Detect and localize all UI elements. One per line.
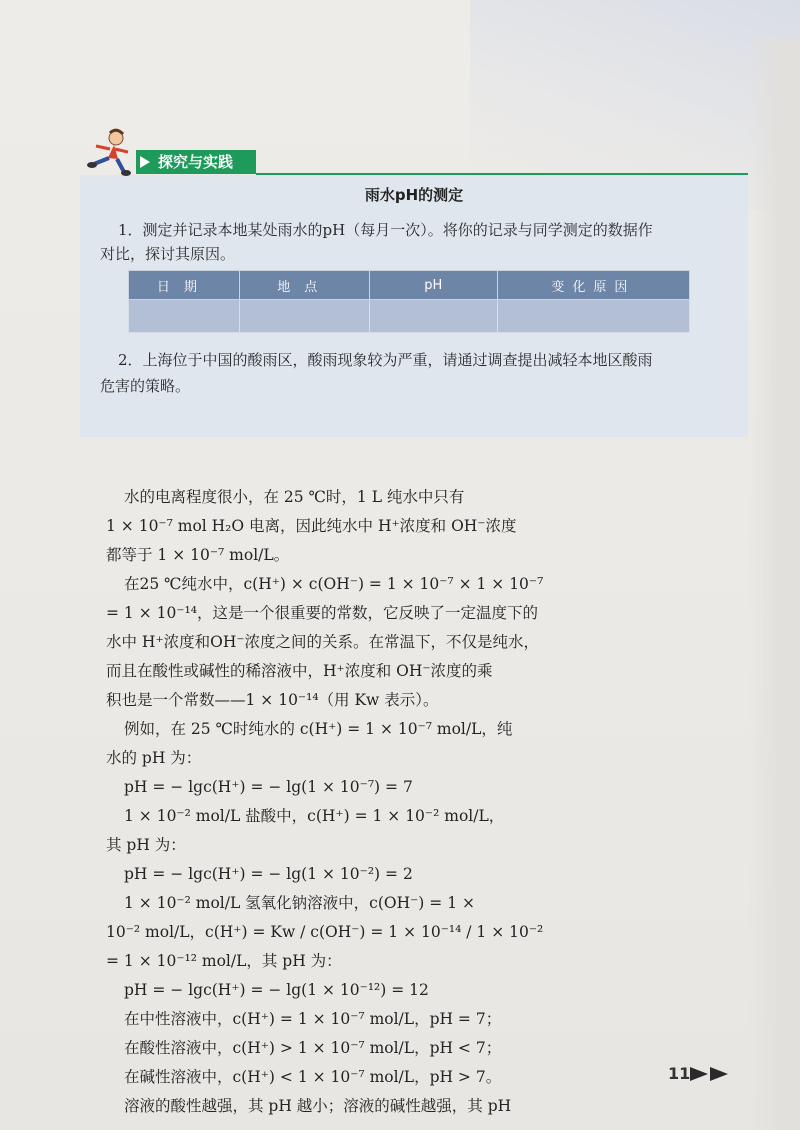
- equation-line: pH = − lgc(H⁺) = − lg(1 × 10⁻¹²) = 12: [124, 981, 429, 999]
- table-row: [129, 300, 690, 333]
- text-line: 10⁻² mol/L，c(H⁺) = Kw / c(OH⁻) = 1 × 10⁻¹⁴ / 1 × 10⁻²: [106, 923, 544, 941]
- text-line: 在碱性溶液中，c(H⁺) < 1 × 10⁻⁷ mol/L，pH > 7。: [124, 1068, 502, 1086]
- item1-line2: 对比，探讨其原因。: [100, 245, 236, 263]
- text-line: 积也是一个常数——1 × 10⁻¹⁴（用 Kw 表示）。: [106, 691, 439, 709]
- equation-line: pH = − lgc(H⁺) = − lg(1 × 10⁻⁷) = 7: [124, 778, 413, 796]
- item1-line1: 1．测定并记录本地某处雨水的pH（每月一次）。将你的记录与同学测定的数据作: [118, 221, 653, 239]
- text-line: 在25 ℃纯水中，c(H⁺) × c(OH⁻) = 1 × 10⁻⁷ × 1 × 10⁻⁷: [124, 575, 544, 593]
- table-cell: [129, 300, 240, 333]
- page-edge-shadow: [748, 40, 800, 1130]
- activity-title: 雨水pH的测定: [364, 186, 464, 204]
- column-date: 日期: [129, 271, 240, 300]
- column-location: 地点: [239, 271, 369, 300]
- text-line: 溶液的酸性越强，其 pH 越小；溶液的碱性越强，其 pH: [124, 1097, 512, 1115]
- item2-line1: 2．上海位于中国的酸雨区，酸雨现象较为严重，请通过调查提出减轻本地区酸雨: [118, 351, 653, 369]
- text-line: 水的 pH 为：: [106, 749, 202, 767]
- table-cell: [497, 300, 689, 333]
- next-arrows-icon: [690, 1066, 734, 1082]
- rain-ph-table: [128, 270, 690, 333]
- text-line: 其 pH 为：: [106, 836, 186, 854]
- text-line: 而且在酸性或碱性的稀溶液中，H⁺浓度和 OH⁻浓度的乘: [106, 662, 493, 680]
- table-cell: [239, 300, 369, 333]
- text-line: 都等于 1 × 10⁻⁷ mol/L。: [106, 546, 290, 564]
- column-reason: 变化原因: [497, 271, 689, 300]
- text-line: 水中 H⁺浓度和OH⁻浓度之间的关系。在常温下，不仅是纯水，: [106, 633, 540, 651]
- page-number: 11: [668, 1064, 691, 1083]
- section-rule: [256, 173, 748, 175]
- text-line: 例如，在 25 ℃时纯水的 c(H⁺) = 1 × 10⁻⁷ mol/L，纯: [124, 720, 513, 738]
- text-line: 在中性溶液中，c(H⁺) = 1 × 10⁻⁷ mol/L，pH = 7；: [124, 1010, 502, 1028]
- text-line: 水的电离程度很小，在 25 ℃时，1 L 纯水中只有: [124, 488, 465, 506]
- section-tag: 探究与实践: [136, 150, 256, 174]
- item2-line2: 危害的策略。: [100, 377, 191, 395]
- text-line: = 1 × 10⁻¹² mol/L，其 pH 为：: [106, 952, 342, 970]
- main-text: [106, 483, 626, 1121]
- text-line: 1 × 10⁻² mol/L 氢氧化钠溶液中，c(OH⁻) = 1 ×: [124, 894, 475, 912]
- table-header-row: [129, 271, 690, 300]
- equation-line: pH = − lgc(H⁺) = − lg(1 × 10⁻²) = 2: [124, 865, 413, 883]
- text-line: = 1 × 10⁻¹⁴，这是一个很重要的常数，它反映了一定温度下的: [106, 604, 538, 622]
- text-line: 在酸性溶液中，c(H⁺) > 1 × 10⁻⁷ mol/L，pH < 7；: [124, 1039, 502, 1057]
- table-cell: [369, 300, 497, 333]
- text-line: 1 × 10⁻² mol/L 盐酸中，c(H⁺) = 1 × 10⁻² mol/L，: [124, 807, 505, 825]
- running-boy-icon: [84, 128, 140, 176]
- text-line: 1 × 10⁻⁷ mol H₂O 电离，因此纯水中 H⁺浓度和 OH⁻浓度: [106, 517, 517, 535]
- column-ph: pH: [369, 271, 497, 300]
